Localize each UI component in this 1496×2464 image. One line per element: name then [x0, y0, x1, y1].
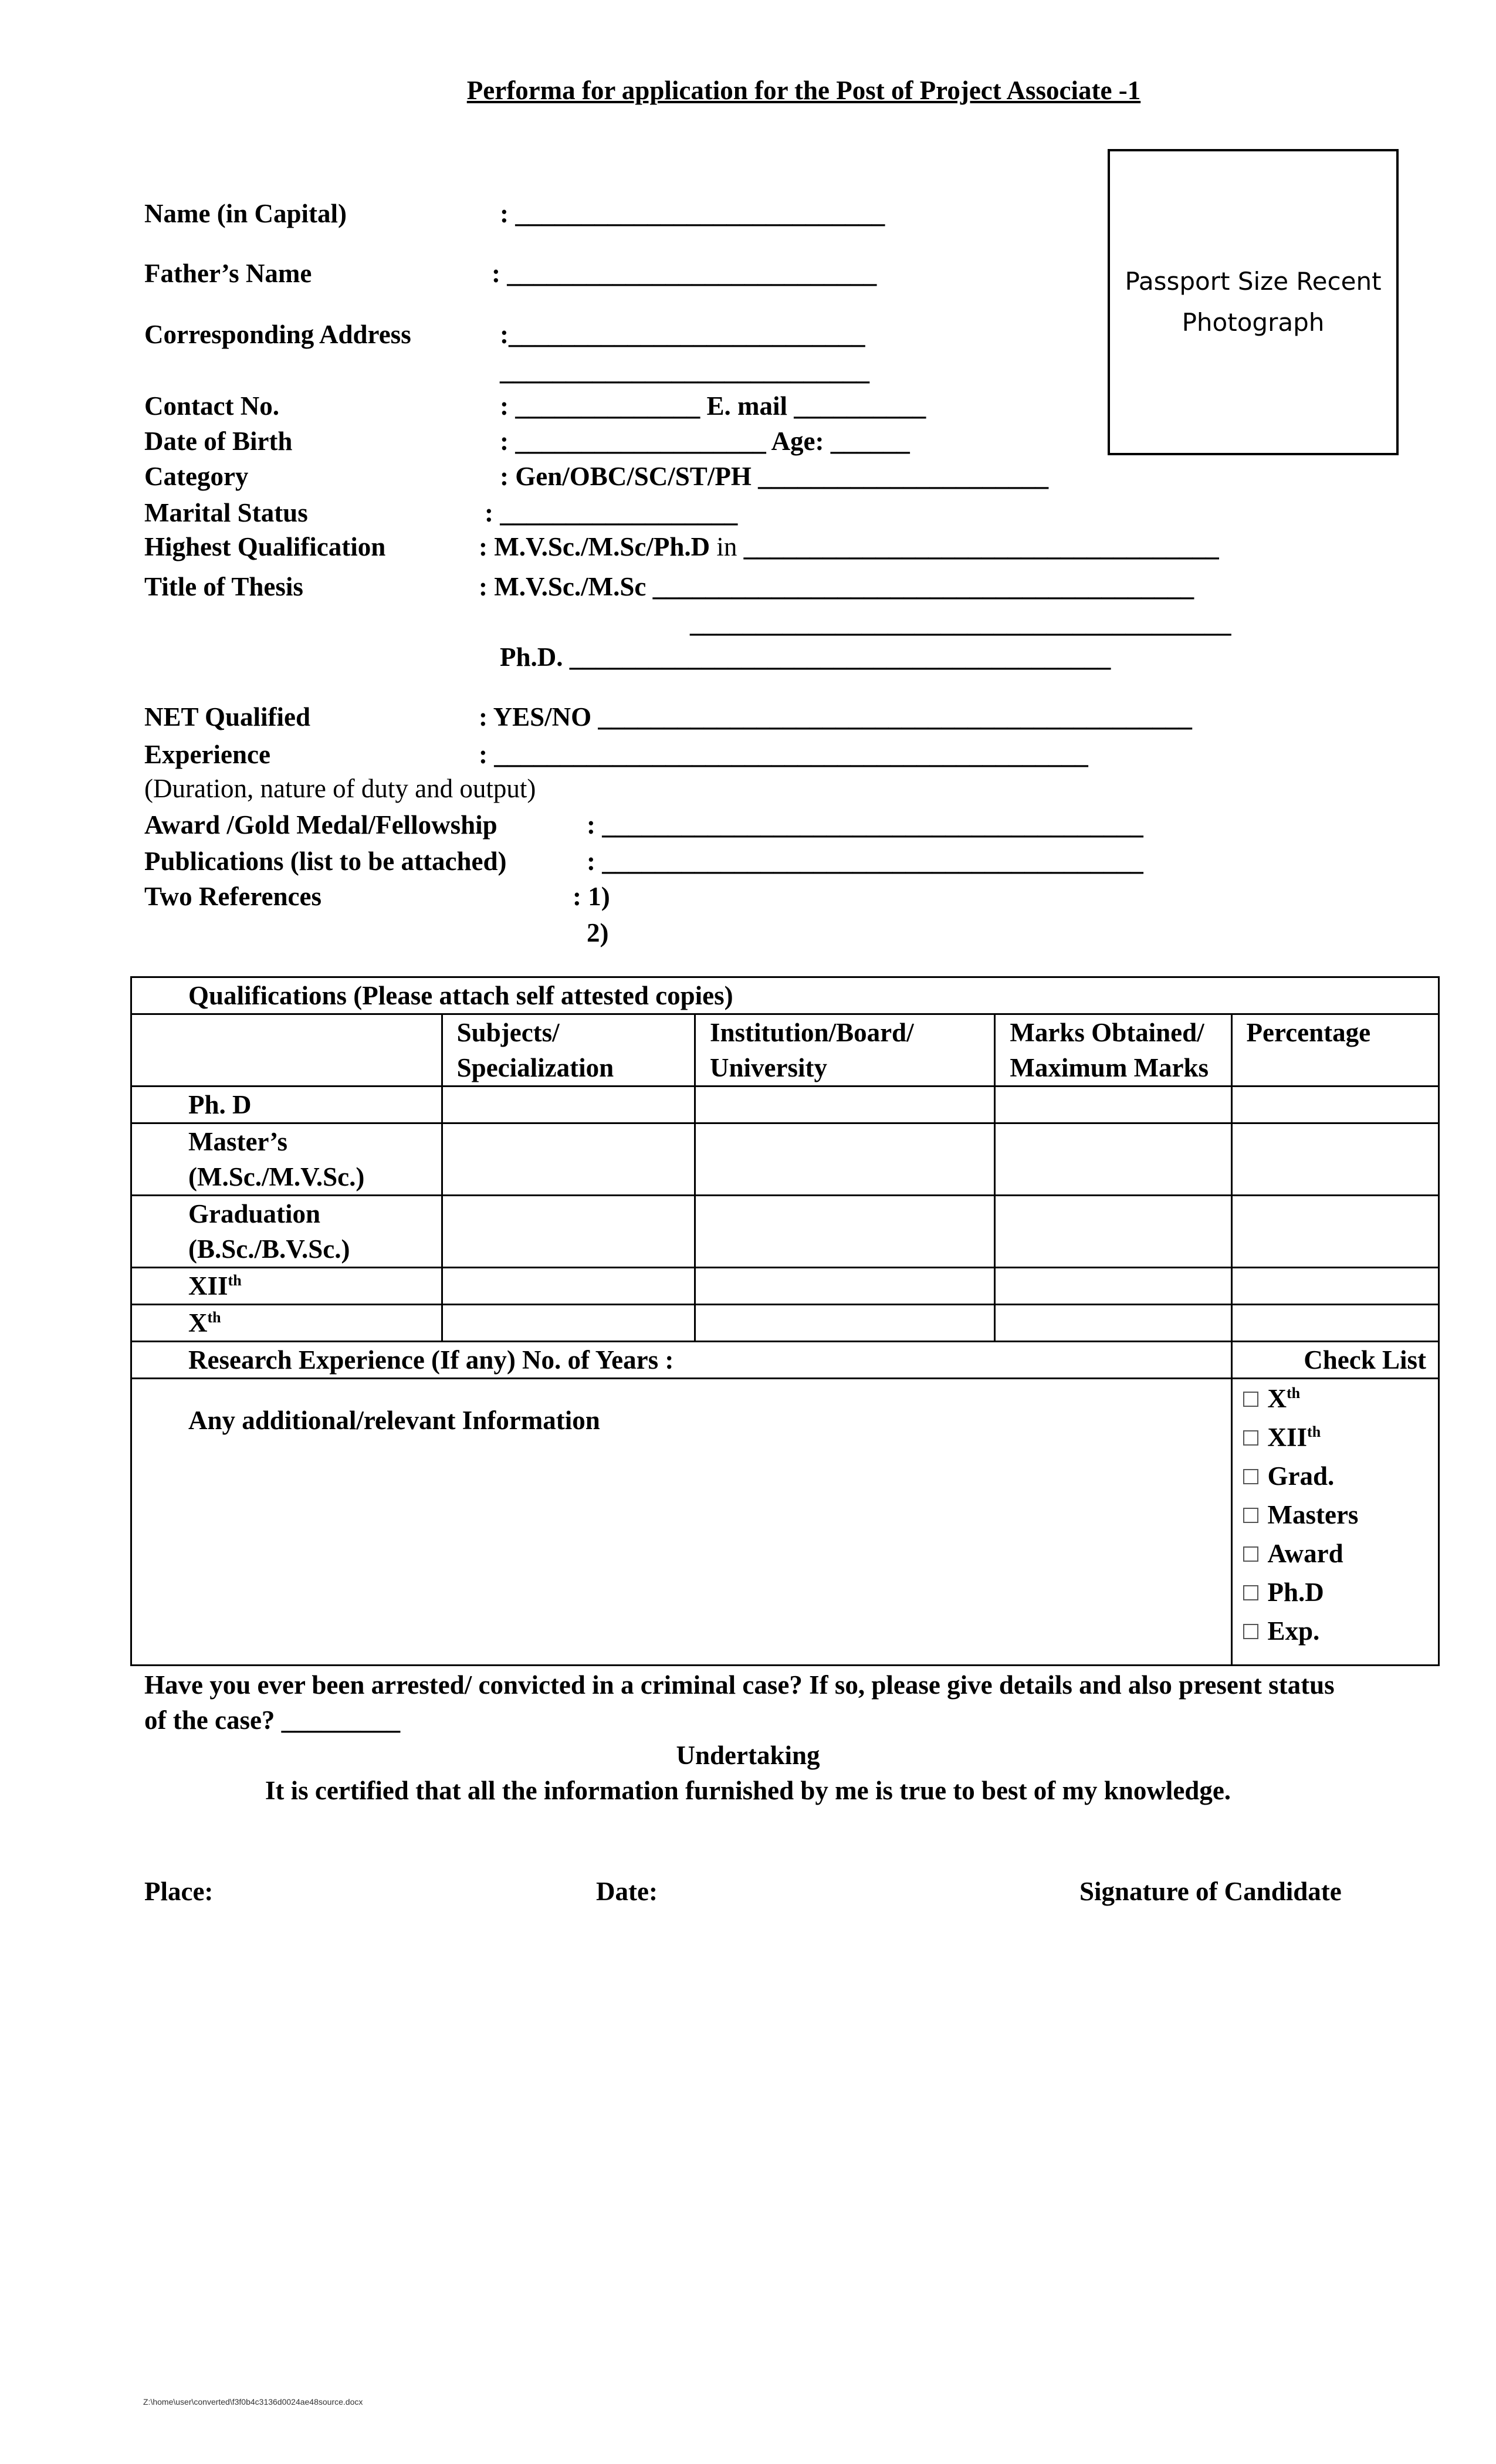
table-row — [131, 1305, 1439, 1342]
signature-label[interactable]: Signature of Candidate — [1079, 1877, 1342, 1906]
checklist-item-xii[interactable] — [1243, 1418, 1439, 1457]
qualification-line: ____________________________________ — [737, 532, 1219, 561]
footer-file-path: Z:\home\user\converted\f3f0b4c3136d0024ae48source.docx — [143, 2397, 363, 2407]
form-title: Performa for application for the Post of Project Associate -1 — [466, 76, 1141, 105]
thesis-field-line1[interactable]: : M.V.Sc./M.Sc _________________________________________ — [479, 572, 1194, 601]
address-label: Corresponding Address — [144, 320, 411, 349]
row-label-x — [131, 1305, 442, 1342]
cell-input[interactable] — [695, 1196, 995, 1268]
additional-info-row — [131, 1379, 1439, 1666]
highest-qualification-field[interactable] — [479, 532, 1219, 562]
checklist-title: Check List — [1231, 1342, 1439, 1379]
category-label: Category — [144, 462, 249, 491]
cell-input[interactable] — [995, 1305, 1231, 1342]
checklist-item-grad[interactable] — [1243, 1457, 1439, 1495]
experience-note: (Duration, nature of duty and output) — [144, 774, 536, 803]
date-label[interactable]: Date: — [596, 1877, 658, 1906]
thesis-title-label: Title of Thesis — [144, 572, 303, 601]
reference-1-field[interactable]: : 1) — [573, 882, 610, 911]
row-label-xii — [131, 1268, 442, 1305]
checklist — [1231, 1379, 1439, 1666]
award-label: Award /Gold Medal/Fellowship — [144, 810, 497, 840]
net-qualified-label: NET Qualified — [144, 702, 310, 732]
table-caption-row — [131, 977, 1439, 1014]
undertaking-text: It is certified that all the information furnished by me is true to best of my knowledge. — [265, 1776, 1231, 1805]
cell-input[interactable] — [1231, 1268, 1439, 1305]
father-name-field[interactable]: : ____________________________ — [492, 259, 877, 288]
cell-input[interactable] — [1231, 1087, 1439, 1123]
contact-label: Contact No. — [144, 391, 279, 421]
references-label: Two References — [144, 882, 321, 911]
cell-input[interactable] — [995, 1087, 1231, 1123]
dob-label: Date of Birth — [144, 427, 293, 456]
cell-input[interactable] — [695, 1087, 995, 1123]
criminal-question-line2[interactable]: of the case? _________ — [144, 1705, 401, 1735]
checkbox-icon[interactable] — [1243, 1508, 1258, 1523]
award-field[interactable]: : _________________________________________ — [587, 810, 1143, 840]
experience-field[interactable]: : _____________________________________________ — [479, 740, 1088, 769]
checklist-item-label: Award — [1267, 1539, 1343, 1568]
checklist-item-masters[interactable] — [1243, 1495, 1439, 1534]
checklist-item-sup: th — [1307, 1423, 1321, 1440]
photo-box-label: Passport Size Recent Photograph — [1125, 267, 1382, 337]
checklist-item-phd[interactable] — [1243, 1573, 1439, 1612]
cell-input[interactable] — [695, 1123, 995, 1196]
place-label[interactable]: Place: — [144, 1877, 214, 1906]
checklist-item-label: X — [1267, 1384, 1287, 1413]
qualification-in: in — [710, 532, 737, 561]
address-field-line1[interactable]: :___________________________ — [500, 320, 865, 349]
checklist-item-label: Masters — [1267, 1500, 1359, 1529]
cell-input[interactable] — [442, 1268, 695, 1305]
checklist-item-award[interactable] — [1243, 1534, 1439, 1573]
table-header-row — [131, 1014, 1439, 1087]
net-qualified-field[interactable]: : YES/NO _____________________________________________ — [479, 702, 1192, 732]
checkbox-icon[interactable] — [1243, 1585, 1258, 1600]
criminal-question-line1: Have you ever been arrested/ convicted in a criminal case? If so, please give details and also present status — [144, 1670, 1335, 1700]
cell-input[interactable] — [995, 1196, 1231, 1268]
cell-input[interactable] — [695, 1268, 995, 1305]
undertaking-title: Undertaking — [676, 1741, 820, 1770]
table-row — [131, 1087, 1439, 1123]
row-label-x-text: X — [188, 1308, 208, 1338]
passport-photo-box — [1108, 149, 1399, 455]
cell-input[interactable] — [995, 1123, 1231, 1196]
experience-label: Experience — [144, 740, 270, 769]
cell-input[interactable] — [695, 1305, 995, 1342]
cell-input[interactable] — [442, 1196, 695, 1268]
checkbox-icon[interactable] — [1243, 1624, 1258, 1639]
research-experience-label[interactable]: Research Experience (If any) No. of Years : — [131, 1342, 1232, 1379]
row-label-masters: Master’s (M.Sc./M.V.Sc.) — [131, 1123, 442, 1196]
qualifications-table — [130, 976, 1440, 1666]
row-label-graduation: Graduation (B.Sc./B.V.Sc.) — [131, 1196, 442, 1268]
dob-age-field[interactable]: : ___________________ Age: ______ — [500, 427, 910, 456]
checklist-item-label: Grad. — [1267, 1461, 1335, 1491]
research-experience-row — [131, 1342, 1439, 1379]
marital-status-field[interactable]: : __________________ — [485, 498, 738, 527]
header-cell-blank — [131, 1014, 442, 1087]
row-label-xii-text: XII — [188, 1271, 228, 1301]
cell-input[interactable] — [442, 1087, 695, 1123]
table-row — [131, 1123, 1439, 1196]
reference-2-field[interactable]: 2) — [587, 918, 609, 947]
contact-email-field[interactable]: : ______________ E. mail __________ — [500, 391, 926, 421]
row-label-xii-sup: th — [228, 1272, 242, 1289]
name-label: Name (in Capital) — [144, 199, 347, 228]
checklist-item-label: Ph.D — [1267, 1578, 1324, 1607]
checkbox-icon[interactable] — [1243, 1469, 1258, 1484]
publications-label: Publications (list to be attached) — [144, 847, 507, 876]
address-field-line2[interactable]: ____________________________ — [500, 356, 869, 385]
checklist-item-x[interactable] — [1243, 1379, 1439, 1418]
header-percentage: Percentage — [1231, 1014, 1439, 1087]
qualification-options: : M.V.Sc./M.Sc/Ph.D — [479, 532, 710, 561]
thesis-field-line2[interactable]: _________________________________________ — [690, 608, 1231, 638]
checklist-item-label: Exp. — [1267, 1616, 1320, 1646]
header-institution: Institution/Board/ University — [695, 1014, 995, 1087]
checkbox-icon[interactable] — [1243, 1546, 1258, 1562]
checkbox-icon[interactable] — [1243, 1392, 1258, 1407]
table-row — [131, 1196, 1439, 1268]
cell-input[interactable] — [442, 1123, 695, 1196]
category-field[interactable]: : Gen/OBC/SC/ST/PH ______________________ — [500, 462, 1049, 491]
cell-input[interactable] — [1231, 1305, 1439, 1342]
row-label-phd: Ph. D — [131, 1087, 442, 1123]
header-subjects: Subjects/ Specialization — [442, 1014, 695, 1087]
thesis-field-phd[interactable]: Ph.D. _________________________________________ — [500, 642, 1111, 672]
cell-input[interactable] — [1231, 1123, 1439, 1196]
checkbox-icon[interactable] — [1243, 1430, 1258, 1446]
additional-info-label[interactable]: Any additional/relevant Information — [131, 1379, 1232, 1666]
highest-qualification-label: Highest Qualification — [144, 532, 386, 561]
table-caption: Qualifications (Please attach self attested copies) — [131, 977, 1439, 1014]
publications-field[interactable]: : _________________________________________ — [587, 847, 1143, 876]
cell-input[interactable] — [442, 1305, 695, 1342]
header-marks: Marks Obtained/ Maximum Marks — [995, 1014, 1231, 1087]
table-row — [131, 1268, 1439, 1305]
marital-status-label: Marital Status — [144, 498, 308, 527]
checklist-item-exp[interactable] — [1243, 1612, 1439, 1650]
checklist-item-label: XII — [1267, 1423, 1308, 1452]
cell-input[interactable] — [995, 1268, 1231, 1305]
name-field[interactable]: : ____________________________ — [500, 199, 885, 228]
father-name-label: Father’s Name — [144, 259, 312, 288]
checklist-item-sup: th — [1287, 1385, 1301, 1402]
cell-input[interactable] — [1231, 1196, 1439, 1268]
row-label-x-sup: th — [207, 1309, 221, 1326]
